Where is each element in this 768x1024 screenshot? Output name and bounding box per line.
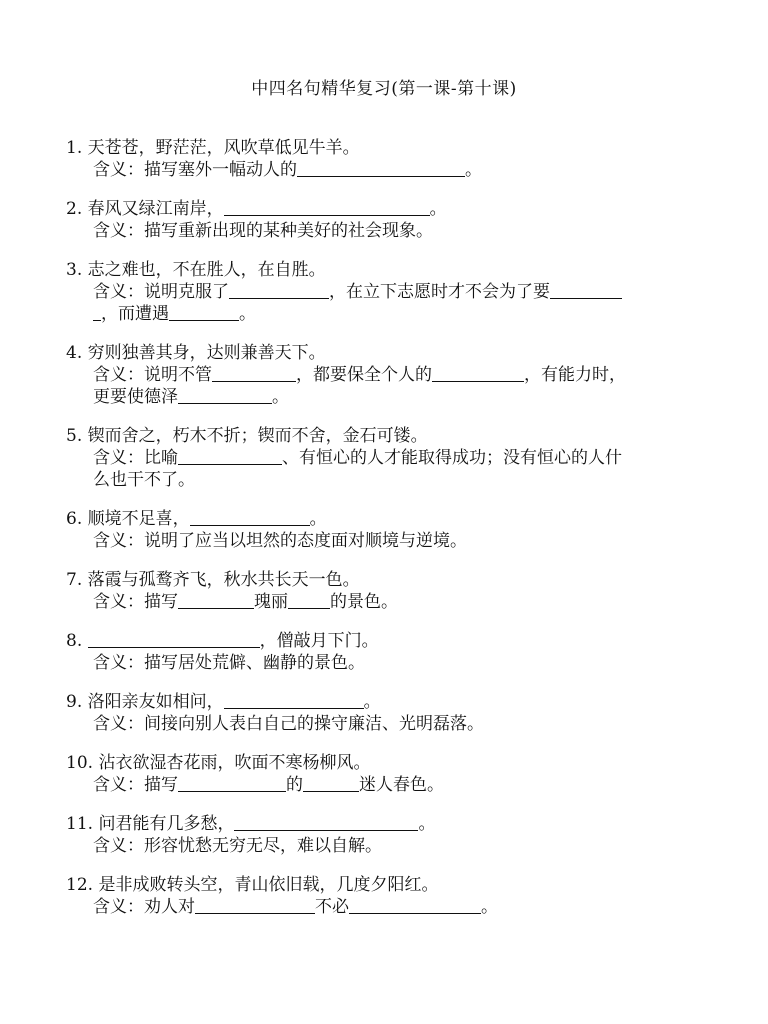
meaning-text: 含义：描写塞外一幅动人的 — [93, 160, 297, 180]
item-number: 4. — [66, 343, 83, 363]
meaning-line — [66, 220, 716, 242]
answer-blank[interactable] — [349, 897, 481, 914]
item-number: 2. — [66, 199, 83, 219]
question-item-2 — [66, 198, 716, 242]
meaning-text: 。 — [465, 160, 482, 180]
quote-text: 沾衣欲湿杏花雨，吹面不寒杨柳风。 — [98, 753, 371, 773]
answer-blank[interactable] — [178, 448, 282, 465]
meaning-line — [66, 530, 716, 552]
meaning-line — [66, 835, 716, 857]
quote-line — [66, 874, 716, 896]
meaning-text: 的景色。 — [330, 592, 398, 612]
item-number: 9. — [66, 692, 83, 712]
answer-blank[interactable] — [190, 509, 310, 526]
meaning-line — [66, 303, 716, 325]
quote-text: 锲而舍之，朽木不折；锲而不舍，金石可镂。 — [87, 426, 428, 446]
meaning-text: 。 — [239, 304, 256, 324]
question-item-11 — [66, 813, 716, 857]
meaning-text: 含义：说明了应当以坦然的态度面对顺境与逆境。 — [93, 531, 467, 551]
answer-blank[interactable] — [224, 692, 364, 709]
meaning-line — [66, 159, 716, 181]
meaning-text: 不必 — [315, 897, 349, 917]
quote-text: 落霞与孤鹜齐飞，秋水共长天一色。 — [87, 570, 360, 590]
answer-blank[interactable] — [234, 814, 418, 831]
quote-line — [66, 691, 716, 713]
meaning-text: 含义：描写居处荒僻、幽静的景色。 — [93, 653, 365, 673]
item-number: 5. — [66, 426, 83, 446]
question-item-7 — [66, 569, 716, 613]
answer-blank[interactable] — [178, 775, 286, 792]
meaning-text: 么也干不了。 — [93, 470, 195, 490]
page-title: 中四名句精华复习(第一课-第十课) — [251, 79, 517, 99]
meaning-text: 含义：说明不管 — [93, 365, 212, 385]
meaning-text: 。 — [272, 387, 289, 407]
meaning-text: 迷人春色。 — [359, 775, 444, 795]
meaning-text: 含义：比喻 — [93, 448, 178, 468]
question-item-5 — [66, 425, 716, 491]
meaning-text: ，在立下志愿时才不会为了要 — [329, 282, 550, 302]
quote-line — [66, 813, 716, 835]
question-item-1 — [66, 137, 716, 181]
item-number: 11. — [66, 814, 94, 834]
quote-text: 顺境不足喜， — [87, 509, 190, 529]
answer-blank[interactable] — [303, 775, 359, 792]
meaning-line — [66, 281, 716, 303]
answer-blank[interactable] — [229, 282, 329, 299]
quote-text: 。 — [418, 814, 436, 834]
meaning-line — [66, 447, 716, 469]
question-item-6 — [66, 508, 716, 552]
meaning-line — [66, 364, 716, 386]
meaning-line — [66, 896, 716, 918]
quote-line — [66, 137, 716, 159]
quote-line — [66, 752, 716, 774]
meaning-text: 更要使德泽 — [93, 387, 178, 407]
meaning-text: 含义：描写 — [93, 592, 178, 612]
item-number: 6. — [66, 509, 83, 529]
item-number: 1. — [66, 138, 83, 158]
meaning-text: 含义：形容忧愁无穷无尽，难以自解。 — [93, 836, 382, 856]
item-number: 7. — [66, 570, 83, 590]
meaning-text: ，都要保全个人的 — [296, 365, 432, 385]
meaning-text: 含义：间接向别人表白自己的操守廉洁、光明磊落。 — [93, 714, 484, 734]
meaning-line — [66, 713, 716, 735]
quote-text: 问君能有几多愁， — [98, 814, 235, 834]
answer-blank[interactable] — [195, 897, 315, 914]
quote-line — [66, 259, 716, 281]
question-item-10 — [66, 752, 716, 796]
quote-text: 洛阳亲友如相问， — [87, 692, 224, 712]
quote-line — [66, 508, 716, 530]
quote-text: 。 — [429, 199, 447, 219]
meaning-line — [66, 591, 716, 613]
quote-text: 春风又绿江南岸， — [87, 199, 224, 219]
meaning-line — [66, 774, 716, 796]
question-list — [66, 137, 716, 935]
answer-blank[interactable] — [550, 282, 622, 299]
quote-text: 天苍苍，野茫茫，风吹草低见牛羊。 — [87, 138, 360, 158]
meaning-text: 含义：描写 — [93, 775, 178, 795]
quote-line — [66, 569, 716, 591]
meaning-text: 瑰丽 — [254, 592, 288, 612]
quote-text: 。 — [363, 692, 381, 712]
meaning-text: 、有恒心的人才能取得成功；没有恒心的人什 — [282, 448, 622, 468]
question-item-3 — [66, 259, 716, 325]
item-number: 12. — [66, 875, 94, 895]
quote-text: 穷则独善其身，达则兼善天下。 — [87, 343, 326, 363]
answer-blank[interactable] — [224, 199, 430, 216]
meaning-text: 含义：描写重新出现的某种美好的社会现象。 — [93, 221, 433, 241]
answer-blank[interactable] — [288, 592, 330, 609]
quote-text: 是非成败转头空，青山依旧载，几度夕阳红。 — [98, 875, 439, 895]
answer-blank[interactable] — [297, 160, 465, 177]
meaning-line — [66, 469, 716, 491]
item-number: 3. — [66, 260, 83, 280]
item-number: 8. — [66, 631, 83, 651]
meaning-text: 。 — [481, 897, 498, 917]
answer-blank[interactable] — [88, 631, 260, 648]
answer-blank[interactable] — [432, 365, 524, 382]
meaning-text: 含义：说明克服了 — [93, 282, 229, 302]
question-item-8 — [66, 630, 716, 674]
question-item-12 — [66, 874, 716, 918]
answer-blank[interactable] — [212, 365, 296, 382]
quote-text: 。 — [309, 509, 327, 529]
quote-line — [66, 630, 716, 652]
answer-blank[interactable] — [169, 304, 239, 321]
quote-line — [66, 342, 716, 364]
quote-line — [66, 425, 716, 447]
answer-blank[interactable] — [93, 304, 101, 321]
meaning-text: ，有能力时， — [524, 365, 626, 385]
question-item-9 — [66, 691, 716, 735]
meaning-text: 的 — [286, 775, 303, 795]
meaning-text: ，而遭遇 — [101, 304, 169, 324]
meaning-line — [66, 652, 716, 674]
quote-text: ，僧敲月下门。 — [259, 631, 379, 651]
meaning-text: 含义：劝人对 — [93, 897, 195, 917]
quote-text: 志之难也，不在胜人，在自胜。 — [87, 260, 326, 280]
answer-blank[interactable] — [178, 592, 254, 609]
meaning-line — [66, 386, 716, 408]
question-item-4 — [66, 342, 716, 408]
answer-blank[interactable] — [178, 387, 272, 404]
item-number: 10. — [66, 753, 94, 773]
quote-line — [66, 198, 716, 220]
